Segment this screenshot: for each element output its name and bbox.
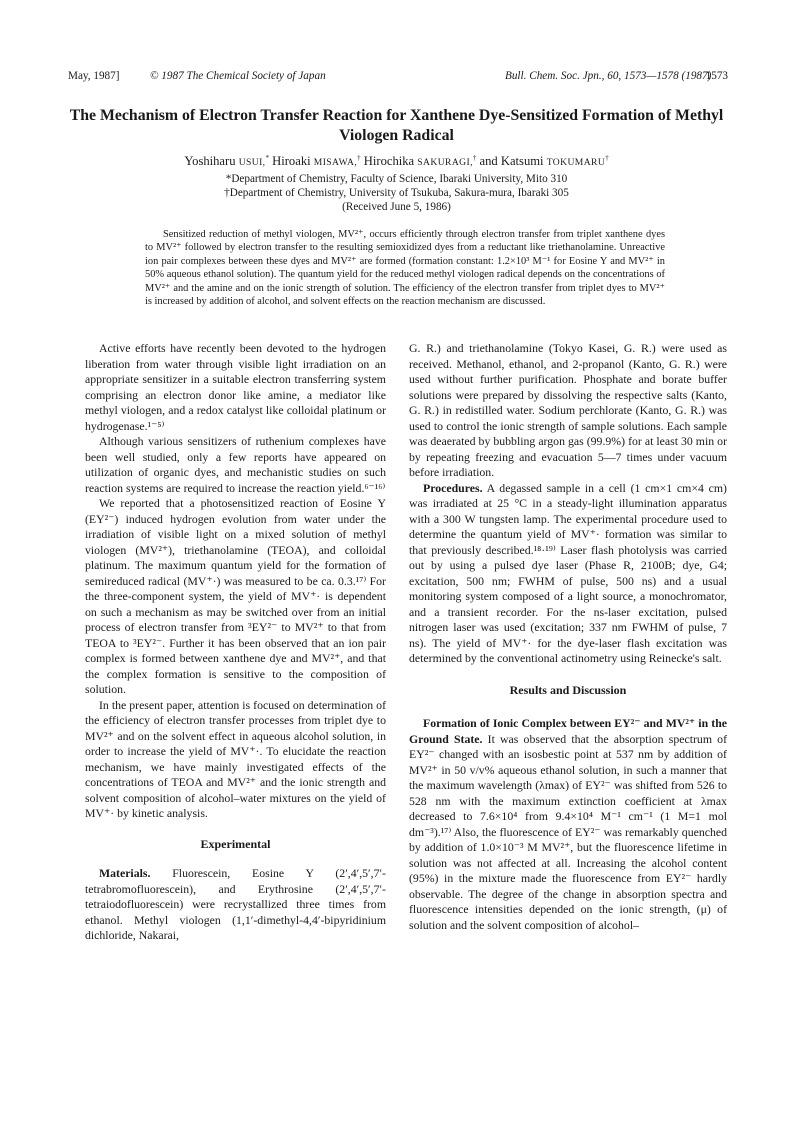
intro-paragraph-3: We reported that a photosensitized reaction of Eosine Y (EY²⁻) induced hydrogen evolution from water under the irradiation of visible light on a mixed solution of methyl viologen (MV²⁺), triethanolamine (TEOA), and colloidal platinum. The maximum quantum yield for the formation of semireduced radical (MV⁺·) was measured to be ca. 0.3.¹⁷⁾ For the three-component system, the yield of MV⁺· is dependent on such a mechanism as may be switched over from an initial process of electron transfer from ³EY²⁻ to MV²⁺ to that from TEOA to ³EY²⁻. Further it has been observed that an ion pair complex is formed between xanthene dye and MV²⁺, and that the complex formation is sensitive to the composition of solution.	[85, 496, 386, 696]
section-heading-experimental: Experimental	[200, 836, 271, 851]
formation-heading: Formation of Ionic Complex between EY²⁻ and MV²⁺ in the Ground State.	[409, 716, 727, 746]
running-header	[68, 70, 728, 86]
author-mark: †	[605, 153, 609, 162]
author-last-name: SAKURAGI,	[417, 157, 473, 168]
author-mark: *	[265, 153, 269, 162]
issue-date: May, 1987]	[68, 70, 120, 82]
formation-paragraph	[409, 716, 727, 933]
materials-text: Fluorescein, Eosine Y (2′,4′,5′,7′-tetrabromofluorescein), and Erythrosine (2′,4′,5′,7′-tetraiodofluorescein) were recrystallized three times from ethanol. Methyl viologen (1,1′-dimethyl-4,4′-bipyridinium dichloride, Nakarai,	[85, 866, 386, 942]
author-last-name: USUI,	[238, 157, 266, 168]
intro-paragraph-2: Although various sensitizers of ruthenium complexes have been well studied, only a few reports have appeared on utilization of organic dyes, and mechanistic studies on such reaction systems are required to increase the reaction yield.⁶⁻¹⁶⁾	[85, 434, 386, 495]
author-mark: †	[357, 153, 361, 162]
author-conjunction: and	[479, 154, 498, 168]
intro-paragraph-1: Active efforts have recently been devoted to the hydrogen liberation from water through visible light irradiation on an appropriate sensitizer in a suitable electron transferring system comprising an electron donor like amine, a mediator like methyl viologen, and a redox catalyst like colloidal platinum or hydrogenase.¹⁻⁵⁾	[85, 341, 386, 433]
author-last-name: TOKUMARU	[546, 157, 606, 168]
affiliation-ibaraki: *Department of Chemistry, Faculty of Science, Ibaraki University, Mito 310	[225, 173, 568, 185]
formation-text: It was observed that the absorption spectrum of EY²⁻ changed with an isosbestic point at 537 nm by addition of MV²⁺ in 50 v/v% aqueous ethanol solution, in such a manner that the maximum wavelength (λmax) of EY²⁻ was shifted from 526 to 528 nm with the maximum extinction coefficient at λmax decreased to 7.6×10⁴ from 9.4×10⁴ M⁻¹ cm⁻¹ (1 M=1 mol dm⁻³).¹⁷⁾ Also, the fluorescence of EY²⁻ was remarkably quenched by addition of 1.0×10⁻³ M MV²⁺, but the fluorescence lifetime in solution was not affected at all. Increasing the alcohol content (95%) in the mixture made the fluorescence from EY²⁻ hardly observable. The degree of the change in absorption spectra and fluorescence intensities depended on the ionic strength, (μ) of solution and the solvent composition of alcohol–	[409, 731, 728, 932]
author-last-name: MISAWA,	[313, 157, 358, 168]
author-first-name: Yoshiharu	[184, 154, 236, 168]
paper-title: The Mechanism of Electron Transfer Reaction for Xanthene Dye-Sensitized Formation of Methyl Viologen Radical	[69, 107, 724, 144]
abstract: Sensitized reduction of methyl viologen, MV²⁺, occurs efficiently through electron transfer from triplet xanthene dyes to MV²⁺ followed by electron transfer to the resulting semioxidized dyes from a reductant like triethanolamine. Unreactive ion pair complexes between these dyes and MV²⁺ are formed (formation constant: 1.2×10³ M⁻¹ for Eosine Y and MV²⁺ in 50% aqueous ethanol solution). The quantum yield for the reduced methyl viologen radical depends on the concentrations of MV²⁺ and the amine and on the ionic strength of solution. The efficiency of the electron transfer from triplet dyes to MV²⁺ is increased by addition of alcohol, and solvent effects on the reaction mechanism are discussed.	[145, 229, 665, 308]
materials-heading: Materials.	[99, 866, 151, 880]
copyright-notice: © 1987 The Chemical Society of Japan	[150, 70, 326, 82]
procedures-text: A degassed sample in a cell (1 cm×1 cm×4 cm) was irradiated at 25 °C in a steady-light illumination apparatus with a 300 W tungsten lamp. The experimental procedure used to determine the quantum yield of MV⁺· formation was similar to that previously described.¹⁸·¹⁹⁾ Laser flash photolysis was carried out by using a pulsed dye laser (Phase R, 2100B; dye, G4; excitation, 500 nm; FWHM of pulse, 500 ns) and a usual monitoring system composed of a light source, a monochromator, and a transient recorder. For the ns-laser excitation, pulsed nitrogen laser was used (excitation; 337 nm FWHM of pulse, 7 ns). The yield of MV⁺· for the dye-laser flash excitation was determined by the conventional actinometry using Reinecke's salt.	[409, 480, 727, 665]
right-column	[409, 341, 727, 933]
procedures-heading: Procedures.	[423, 480, 483, 495]
materials-continued: G. R.) and triethanolamine (Tokyo Kasei, G. R.) were used as received. Methanol, ethanol, and 2-propanol (Kanto, G. R.) were used without further purification. Phosphate and borate buffer solutions were prepared by dissolving the respective salts (Kanto, G. R.) in redistilled water. Sodium perchlorate (Kanto, G. R.) was used to control the ionic strength of sample solutions. Each sample was deaerated by bubbling argon gas (99.9%) for at least 30 min or by repeating freezing and evacuation 5—7 times under vacuum before irradiation.	[409, 341, 727, 479]
page-number: 1573	[705, 70, 728, 82]
section-heading-results: Results and Discussion	[509, 682, 627, 697]
author-first-name: Hiroaki	[272, 154, 311, 168]
journal-citation: Bull. Chem. Soc. Jpn., 60, 1573—1578 (1987)	[505, 70, 712, 82]
author-list	[60, 153, 733, 171]
author-first-name: Hirochika	[363, 154, 415, 168]
received-date: (Received June 5, 1986)	[342, 201, 451, 213]
materials-paragraph	[85, 866, 386, 944]
author-first-name: Katsumi	[500, 154, 544, 168]
affiliation-tsukuba: †Department of Chemistry, University of Tsukuba, Sakura-mura, Ibaraki 305	[224, 187, 569, 199]
left-column	[85, 341, 386, 944]
author-mark: †	[472, 153, 477, 162]
intro-paragraph-4: In the present paper, attention is focused on determination of the efficiency of electron transfer processes from triplet dye to MV²⁺ and on the solvent effect in aqueous alcohol solution, in order to increase the yield of MV⁺·. To elucidate the reaction mechanism, we have mainly investigated effects of the concentrations of TEOA and MV²⁺ and the ionic strength and solvent composition of alcohol–water mixtures on the yield of MV⁺· by kinetic analysis.	[85, 697, 386, 820]
procedures-paragraph	[409, 481, 727, 667]
